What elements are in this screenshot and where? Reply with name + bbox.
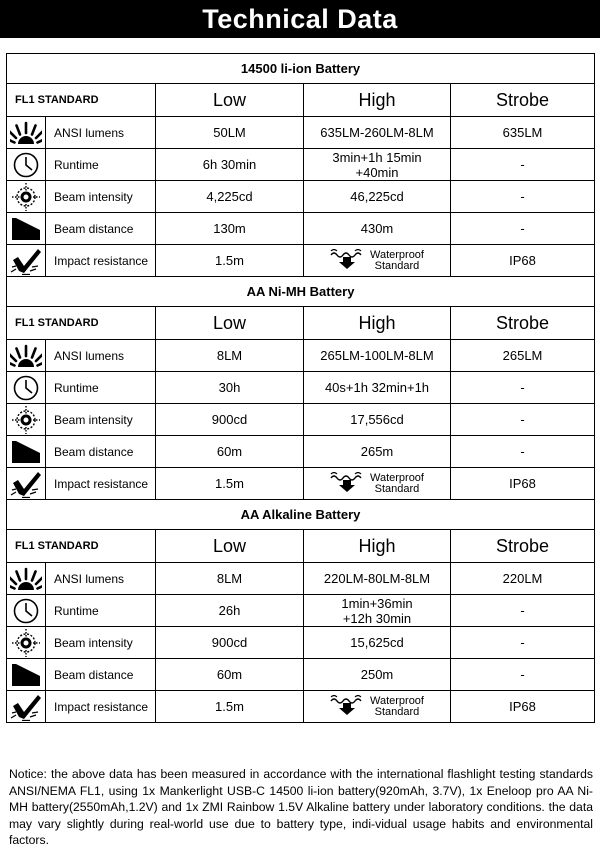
cell-value: 4,225cd [156, 181, 304, 213]
sunburst-icon [7, 340, 46, 371]
lumens-row [7, 117, 595, 149]
row-label: ANSI lumens [54, 571, 125, 586]
cell-value: 8LM [156, 340, 304, 372]
clock-icon [7, 372, 46, 403]
mode-strobe: Strobe [451, 530, 595, 563]
section-header [7, 500, 595, 530]
waterproof-label: Standard [374, 482, 420, 495]
waterproof-cell [304, 245, 451, 277]
cell-value: - [451, 181, 595, 213]
mode-high: High [304, 84, 451, 117]
runtime-line: +40min [355, 164, 399, 180]
cell-value: 900cd [156, 627, 304, 659]
cell-value: 30h [156, 372, 304, 404]
impact-row [7, 691, 595, 723]
impact-row [7, 245, 595, 277]
cell-value: 1.5m [156, 468, 304, 500]
cell-value [304, 595, 451, 627]
waterproof-label: Waterproof [369, 694, 424, 707]
spec-table [6, 53, 595, 723]
cell-value: 265m [304, 436, 451, 468]
waterproof-label: Standard [374, 705, 420, 718]
cell-value: IP68 [451, 245, 595, 277]
cell-value [304, 149, 451, 181]
impact-row [7, 468, 595, 500]
cell-value: 265LM-100LM-8LM [304, 340, 451, 372]
cell-value: 430m [304, 213, 451, 245]
waterproof-icon [330, 695, 364, 718]
notice-text: Notice: the above data has been measured in accordance with the international flashlight testing standards ANSI/NEMA FL1, using 1x Mankerlight USB-C 14500 li-ion battery(920mAh, 3.7V), 1x Eneloop pro AA Ni-MH battery(2550mAh,1.2V) and 1x ZMI Rainbow 1.5V Alkaline battery under laboratory conditions. the data may vary slightly during real-world use due to battery type, indi-vidual usage habits and environmental factors. [9, 767, 593, 847]
clock-icon [7, 149, 46, 180]
runtime-line: +12h 30min [342, 610, 412, 626]
clock-icon [7, 595, 46, 626]
cell-value: 46,225cd [304, 181, 451, 213]
mode-header-row [7, 84, 595, 117]
cell-value: 17,556cd [304, 404, 451, 436]
row-label: ANSI lumens [54, 348, 125, 363]
row-label: Beam distance [54, 667, 134, 682]
distance-row [7, 436, 595, 468]
lumens-row [7, 340, 595, 372]
cell-value: - [451, 627, 595, 659]
cell-value: 50LM [156, 117, 304, 149]
waterproof-label: Waterproof [369, 471, 424, 484]
mode-high: High [304, 530, 451, 563]
cell-value: 220LM [451, 563, 595, 595]
impact-icon [7, 691, 46, 722]
cell-value: - [451, 595, 595, 627]
row-label: Runtime [54, 380, 99, 395]
row-label: Beam intensity [54, 412, 133, 427]
row-label: Beam intensity [54, 189, 133, 204]
page-title: Technical Data [0, 0, 600, 38]
intensity-row [7, 404, 595, 436]
cell-value: - [451, 404, 595, 436]
lumens-row [7, 563, 595, 595]
row-label: Impact resistance [54, 699, 149, 714]
runtime-line: 3min+1h 15min [332, 149, 422, 165]
waterproof-icon [330, 249, 364, 272]
intensity-row [7, 627, 595, 659]
standard-label: FL1 STANDARD [7, 530, 156, 563]
waterproof-cell [304, 691, 451, 723]
mode-low: Low [156, 307, 304, 340]
mode-strobe: Strobe [451, 307, 595, 340]
cell-value: - [451, 213, 595, 245]
row-label: Beam intensity [54, 635, 133, 650]
target-icon [7, 404, 46, 435]
row-label: Runtime [54, 603, 99, 618]
standard-label: FL1 STANDARD [7, 307, 156, 340]
section-title: AA Alkaline Battery [7, 500, 595, 530]
row-label: ANSI lumens [54, 125, 125, 140]
beam-distance-icon [7, 213, 46, 244]
row-label: Impact resistance [54, 253, 149, 268]
cell-value: - [451, 436, 595, 468]
sunburst-icon [7, 117, 46, 148]
row-label: Beam distance [54, 221, 134, 236]
sunburst-icon [7, 563, 46, 594]
row-label: Impact resistance [54, 476, 149, 491]
row-label: Beam distance [54, 444, 134, 459]
cell-value: 265LM [451, 340, 595, 372]
runtime-row [7, 595, 595, 627]
mode-header-row [7, 307, 595, 340]
waterproof-label: Standard [374, 259, 420, 272]
cell-value: - [451, 372, 595, 404]
cell-value: 635LM [451, 117, 595, 149]
cell-value: 60m [156, 436, 304, 468]
cell-value: IP68 [451, 468, 595, 500]
runtime-row [7, 372, 595, 404]
standard-label: FL1 STANDARD [7, 84, 156, 117]
mode-low: Low [156, 84, 304, 117]
row-label: Runtime [54, 157, 99, 172]
cell-value: 26h [156, 595, 304, 627]
cell-value: 635LM-260LM-8LM [304, 117, 451, 149]
beam-distance-icon [7, 659, 46, 690]
section-header [7, 54, 595, 84]
impact-icon [7, 468, 46, 499]
intensity-row [7, 181, 595, 213]
mode-header-row [7, 530, 595, 563]
cell-value: 900cd [156, 404, 304, 436]
target-icon [7, 627, 46, 658]
waterproof-label: Waterproof [369, 248, 424, 261]
cell-value: 1.5m [156, 691, 304, 723]
waterproof-icon [330, 472, 364, 495]
runtime-row [7, 149, 595, 181]
section-header [7, 277, 595, 307]
mode-strobe: Strobe [451, 84, 595, 117]
cell-value: 220LM-80LM-8LM [304, 563, 451, 595]
mode-low: Low [156, 530, 304, 563]
cell-value: 40s+1h 32min+1h [304, 372, 451, 404]
cell-value: 8LM [156, 563, 304, 595]
waterproof-cell [304, 468, 451, 500]
cell-value: 1.5m [156, 245, 304, 277]
target-icon [7, 181, 46, 212]
mode-high: High [304, 307, 451, 340]
section-title: AA Ni-MH Battery [7, 277, 595, 307]
cell-value: IP68 [451, 691, 595, 723]
cell-value: - [451, 659, 595, 691]
distance-row [7, 213, 595, 245]
spec-tables [6, 53, 594, 723]
cell-value: - [451, 149, 595, 181]
cell-value: 6h 30min [156, 149, 304, 181]
cell-value: 130m [156, 213, 304, 245]
runtime-line: 1min+36min [341, 595, 413, 611]
distance-row [7, 659, 595, 691]
section-title: 14500 li-ion Battery [7, 54, 595, 84]
cell-value: 15,625cd [304, 627, 451, 659]
cell-value: 60m [156, 659, 304, 691]
impact-icon [7, 245, 46, 276]
cell-value: 250m [304, 659, 451, 691]
beam-distance-icon [7, 436, 46, 467]
